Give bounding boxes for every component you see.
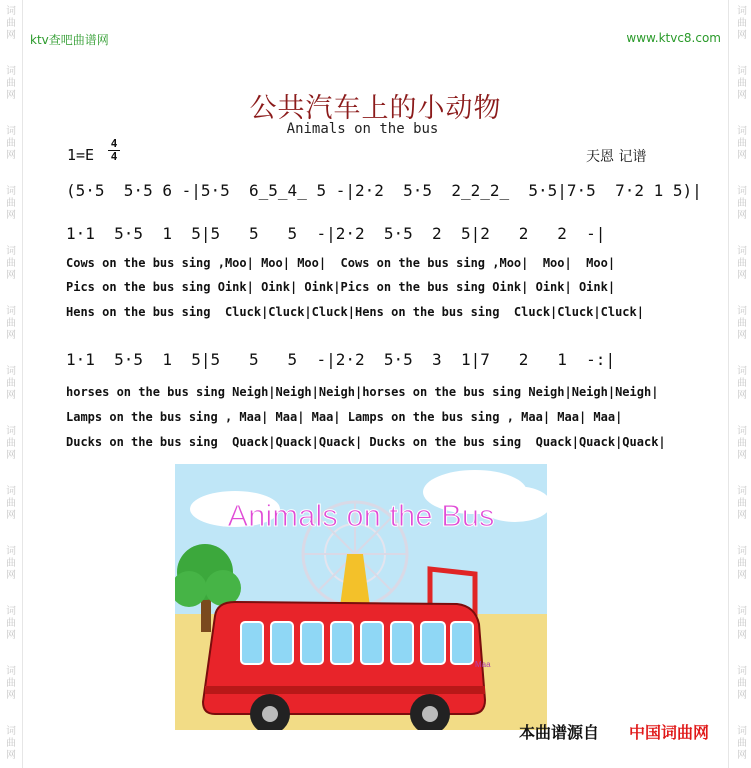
watermark-glyph-group [4,486,18,522]
watermark-glyph: 曲 [6,18,16,29]
watermark-glyph-group [4,426,18,462]
watermark-glyph-group [735,606,749,642]
bus-illustration-svg [175,464,547,730]
watermark-glyph: 曲 [6,678,16,689]
time-signature-top: 4 [110,137,118,150]
watermark-glyph-group [4,6,18,42]
watermark-glyph: 曲 [6,618,16,629]
watermark-glyph: 词 [6,666,16,677]
watermark-glyph-group [4,726,18,762]
watermark-glyph: 词 [737,66,747,77]
lyric-line-cows: Cows on the bus sing ,Moo| Moo| Moo| Cows on the bus sing ,Moo| Moo| Moo| [66,256,616,270]
watermark-glyph: 词 [737,246,747,257]
watermark-glyph: 网 [737,570,747,581]
watermark-glyph-group [4,246,18,282]
watermark-glyph-group [4,306,18,342]
watermark-glyph: 词 [737,606,747,617]
watermark-glyph: 曲 [737,198,747,209]
watermark-glyph: 网 [737,150,747,161]
watermark-glyph: 曲 [737,258,747,269]
watermark-glyph-group [4,666,18,702]
watermark-glyph: 词 [737,366,747,377]
watermark-glyph: 词 [6,306,16,317]
watermark-glyph: 网 [6,450,16,461]
watermark-glyph: 词 [6,186,16,197]
watermark-glyph: 曲 [737,558,747,569]
watermark-glyph: 曲 [737,378,747,389]
watermark-glyph: 曲 [6,738,16,749]
watermark-glyph: 网 [737,510,747,521]
watermark-glyph: 词 [737,426,747,437]
watermark-glyph: 网 [737,630,747,641]
watermark-glyph: 词 [6,66,16,77]
watermark-glyph: 曲 [6,138,16,149]
watermark-glyph: 曲 [737,738,747,749]
watermark-glyph: 网 [6,30,16,41]
intro-notation-line: (5·5 5·5 6 -|5·5 6̲5̲4̲ 5 -|2·2 5·5 2̲2̲2̲ 5·5|7·5 7·2 1 5)| [66,181,702,200]
transcriber-credit: 天恩 记谱 [586,149,647,165]
source-site-name: 中国词曲网 [629,723,710,742]
watermark-glyph-group [735,726,749,762]
watermark-glyph: 曲 [737,618,747,629]
watermark-glyph: 词 [737,546,747,557]
watermark-glyph-group [735,246,749,282]
watermark-glyph: 词 [6,486,16,497]
watermark-glyph-group [735,186,749,222]
watermark-glyph-group [735,306,749,342]
watermark-glyph: 网 [6,90,16,101]
source-label: 本曲谱源自 [519,723,600,742]
watermark-glyph: 曲 [6,558,16,569]
watermark-glyph: 网 [6,150,16,161]
watermark-glyph: 网 [737,390,747,401]
watermark-glyph: 曲 [6,258,16,269]
watermark-glyph: 曲 [737,678,747,689]
bus-caption: Maa [475,660,491,669]
watermark-glyph: 词 [737,6,747,17]
watermark-glyph: 曲 [6,318,16,329]
watermark-glyph: 词 [6,246,16,257]
watermark-glyph: 词 [6,426,16,437]
lyric-line-horses: horses on the bus sing Neigh|Neigh|Neigh|horses on the bus sing Neigh|Neigh|Neigh| [66,385,659,399]
watermark-glyph: 曲 [6,438,16,449]
picture-title: Animals on the Bus [227,498,495,533]
watermark-glyph-group [735,666,749,702]
watermark-glyph: 曲 [737,438,747,449]
watermark-glyph: 词 [737,666,747,677]
song-subtitle: Animals on the bus [286,121,439,137]
watermark-glyph: 网 [737,690,747,701]
watermark-glyph: 曲 [6,498,16,509]
watermark-glyph: 曲 [6,198,16,209]
watermark-glyph: 曲 [6,378,16,389]
lyric-line-ducks: Ducks on the bus sing Quack|Quack|Quack| Ducks on the bus sing Quack|Quack|Quack| [66,435,666,449]
watermark-glyph: 网 [6,510,16,521]
time-signature [108,139,120,162]
watermark-glyph-group [735,546,749,582]
watermark-glyph-group [735,6,749,42]
watermark-glyph: 曲 [737,18,747,29]
watermark-glyph: 曲 [737,498,747,509]
watermark-glyph: 词 [737,486,747,497]
song-title: 公共汽车上的小动物 [249,93,502,124]
watermark-glyph: 网 [6,210,16,221]
watermark-glyph: 网 [737,90,747,101]
time-signature-bottom: 4 [110,150,118,163]
watermark-glyph: 曲 [6,78,16,89]
watermark-glyph: 网 [6,690,16,701]
watermark-glyph: 词 [737,306,747,317]
watermark-glyph-group [4,366,18,402]
watermark-glyph-group [4,606,18,642]
watermark-glyph: 网 [6,630,16,641]
watermark-glyph: 曲 [737,138,747,149]
watermark-glyph-group [4,546,18,582]
watermark-glyph: 词 [6,6,16,17]
watermark-glyph: 词 [737,726,747,737]
watermark-glyph-group [4,186,18,222]
watermark-glyph: 网 [6,270,16,281]
melody-line-1: 1·1 5·5 1 5|5 5 5 -|2·2 5·5 2 5|2 2 2 -| [66,224,606,243]
watermark-glyph: 网 [6,390,16,401]
bus-illustration [175,464,547,730]
watermark-glyph: 网 [737,330,747,341]
watermark-glyph: 词 [737,126,747,137]
lyric-line-lamps: Lamps on the bus sing , Maa| Maa| Maa| Lamps on the bus sing , Maa| Maa| Maa| [66,410,623,424]
watermark-glyph: 网 [737,750,747,761]
watermark-glyph: 词 [737,186,747,197]
watermark-glyph-group [735,366,749,402]
lyric-line-hens: Hens on the bus sing Cluck|Cluck|Cluck|Hens on the bus sing Cluck|Cluck|Cluck| [66,305,644,319]
lyric-line-pics: Pics on the bus sing Oink| Oink| Oink|Pics on the bus sing Oink| Oink| Oink| [66,280,616,294]
key-signature: 1=E [67,146,95,164]
site-name-left: ktv查吧曲谱网 [30,33,109,47]
watermark-glyph: 词 [6,606,16,617]
watermark-glyph-group [735,426,749,462]
watermark-glyph: 网 [737,210,747,221]
watermark-glyph: 词 [6,726,16,737]
watermark-glyph: 网 [6,330,16,341]
watermark-glyph: 网 [6,570,16,581]
site-url-right: www.ktvc8.com [626,31,721,45]
watermark-glyph: 网 [737,30,747,41]
watermark-glyph-group [735,126,749,162]
watermark-glyph: 曲 [737,318,747,329]
watermark-glyph: 曲 [737,78,747,89]
watermark-glyph: 网 [737,270,747,281]
red-bus-icon [203,602,485,730]
melody-line-2: 1·1 5·5 1 5|5 5 5 -|2·2 5·5 3 1|7 2 1 -:| [66,350,616,369]
watermark-glyph: 词 [6,126,16,137]
watermark-glyph: 网 [737,450,747,461]
watermark-glyph-group [735,486,749,522]
watermark-glyph: 网 [6,750,16,761]
watermark-glyph: 词 [6,366,16,377]
watermark-glyph: 词 [6,546,16,557]
